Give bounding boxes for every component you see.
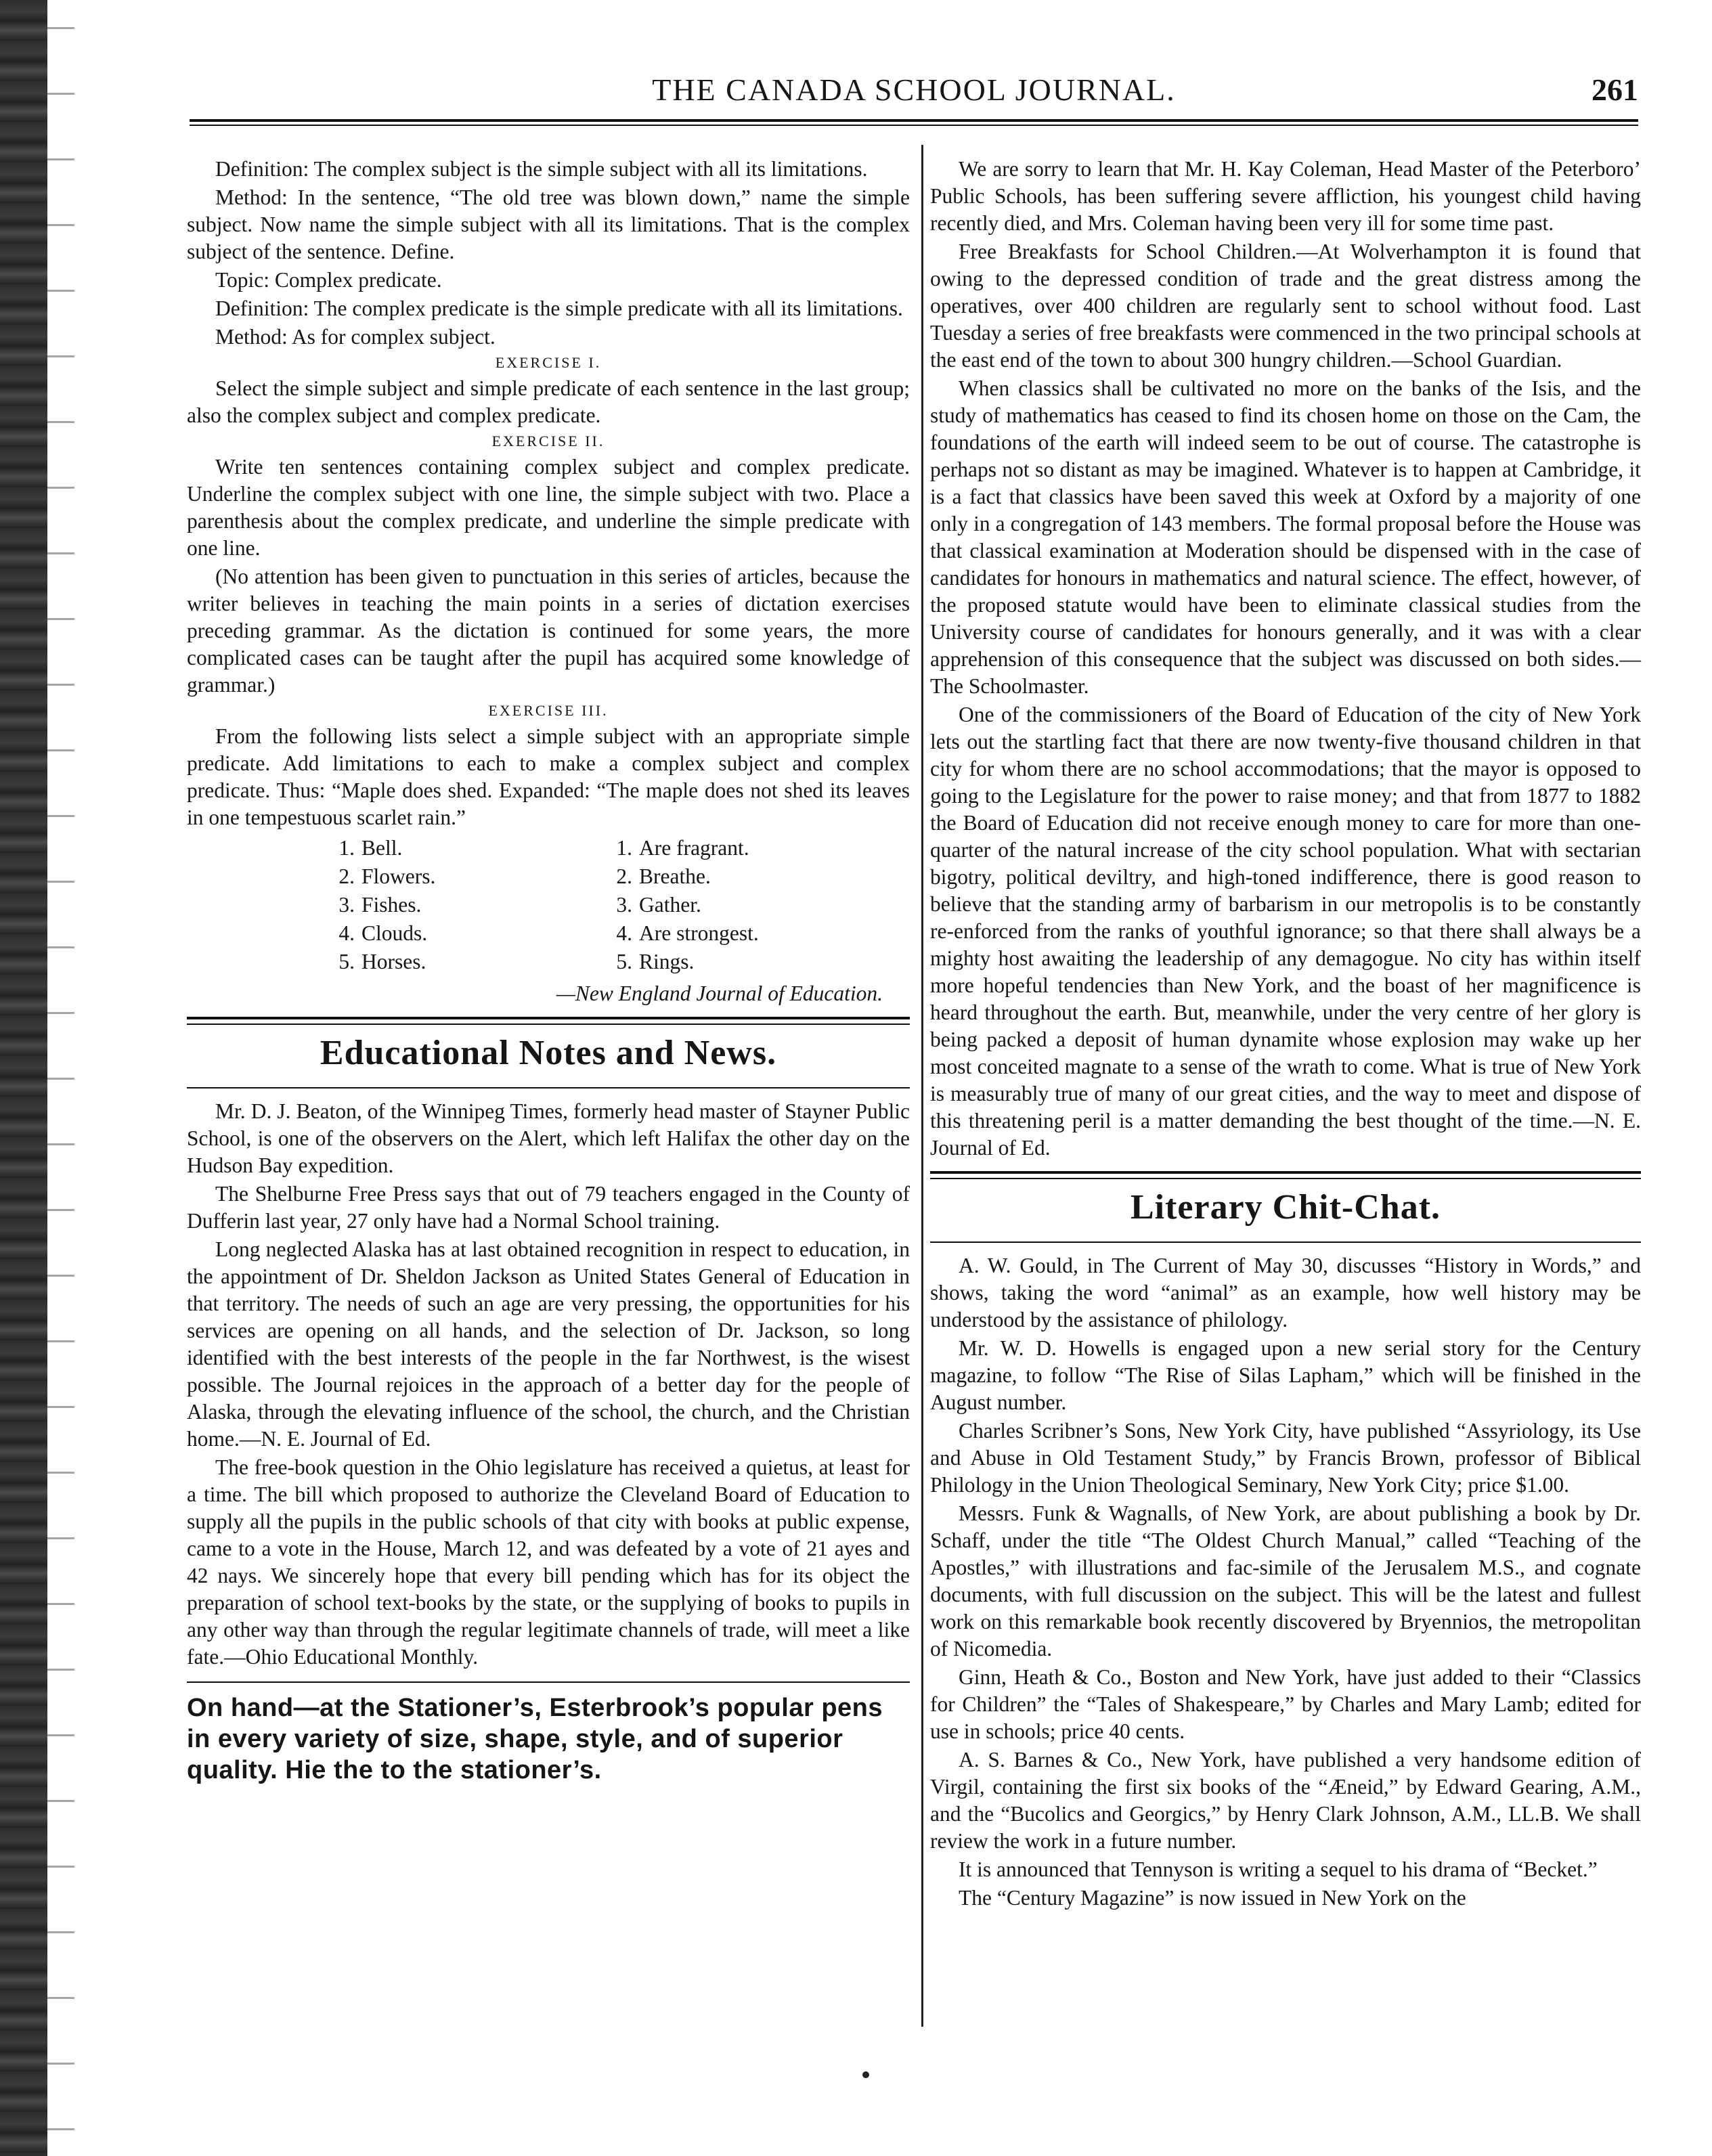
punctuation-note: (No attention has been given to punctuation in this series of articles, because the writer believes in teaching the main points in a series of dictation exercises preceding grammar. As the dictation is continued for some years, the more complicated cases can be taught after the pupil has acquired some knowledge of grammar.) (187, 565, 910, 697)
section-rule (930, 1241, 1641, 1244)
news-item-new-york: One of the commissioners of the Board of Education of the city of New York lets out the startling fact that there are now twenty-five thousand children in that city for whom there are no school accommodations; that the mayor is opposed to going to the Legislature for the power to raise money; and that from 1877 to 1882 the Board of Education did not receive enough money to care for more than one-quarter of the natural increase of the city school population. What with sectarian bigotry, political deviltry, and high-toned indifference, there is good reason to believe that the standing army of barbarism in our metropolis is to be constantly re-enforced from the ranks of youthful ignorance; so that there shall always be a mighty host awaiting the leadership of any demagogue. No city has within itself more hopeful tendencies than New York, and the boast of her magnificence is heard throughout the earth. But, meanwhile, under the very centre of her glory is being packed a deposit of human dynamite whose explosion may wake up her most conceited magnate to a sense of the wrath to come. What is true of New York is measurably true of many of our great cities, and the way to meet and dispose of this threatening peril is a matter demanding the best thought of the time.—N. E. Journal of Ed. (930, 703, 1641, 1160)
literary-item-funk-wagnalls: Messrs. Funk & Wagnalls, of New York, are about publishing a book by Dr. Schaff, under the title “The Oldest Church Manual,” called “Teaching of the Apostles,” with illustrations and fac-simile of the Jerusalem M.S., and cognate documents, with full discussion on the subject. This will be the latest and fullest work on this remarkable book recently discovered by Bryennios, the metropolitan of Nicomedia. (930, 1501, 1641, 1660)
list-item: 2. Breathe. (616, 864, 711, 888)
section-rule (930, 1171, 1641, 1179)
news-item-ohio: The free-book question in the Ohio legislature has received a quietus, at least for a time. The bill which proposed to authorize the Cleveland Board of Education to supply all the pupils in the public schools of that city with books at public expense, came to a vote in the House, March 12, and was defeated by a vote of 21 ayes and 42 nays. We sincerely hope that every bill pending which has for its object the preparation of school text-books by the state, or the supplying of books to pupils in any other way than through the regular legitimate channels of trade, will meet a like fate.—Ohio Educational Monthly. (187, 1455, 910, 1669)
news-item-shelburne: The Shelburne Free Press says that out of 79 teachers engaged in the County of Dufferin last year, 27 only have had a Normal School training. (187, 1182, 910, 1233)
literary-item-gould: A. W. Gould, in The Current of May 30, discusses “History in Words,” and shows, taking the word “animal” as an example, how well history may be understood by the assistance of philology. (930, 1254, 1641, 1332)
exercise-1-text: Select the simple subject and simple predicate of each sentence in the last group; also the complex subject and complex predicate. (187, 376, 910, 427)
method-complex-subject: Method: In the sentence, “The old tree was blown down,” name the simple subject. Now name the simple subject with all its limitations. That is the complex subject of the sentence. Define. (187, 185, 910, 263)
right-column (930, 156, 1641, 1912)
literary-item-barnes: A. S. Barnes & Co., New York, have published a very handsome edition of Virgil, containing the first six books of the “Æneid,” by Edward Gearing, A.M., and the “Bucolics and Georgics,” by Henry Clark Johnson, A.M., LL.B. We shall review the work in a future number. (930, 1748, 1641, 1853)
section-rule (187, 1681, 910, 1684)
section-rule (187, 1087, 910, 1090)
attribution-nej-education: —New England Journal of Education. (556, 982, 883, 1005)
exercise-2-heading: EXERCISE II. (491, 433, 605, 449)
literary-item-ginn-heath: Ginn, Heath & Co., Boston and New York, have just added to their “Classics for Children” the “Tales of Shakespeare,” by Charles and Mary Lamb; edited for use in schools; price 40 cents. (930, 1665, 1641, 1743)
exercise-1-heading: EXERCISE I. (495, 354, 602, 371)
exercise-3-heading: EXERCISE III. (488, 702, 609, 719)
binding-gutter (47, 0, 74, 2156)
esterbrook-advertisement: On hand—at the Stationer’s, Esterbrook’s popular pens in every variety of size, shape, style, and of superior quality. Hie the to the stationer’s. (187, 1694, 883, 1784)
news-item-coleman: We are sorry to learn that Mr. H. Kay Coleman, Head Master of the Peterboro’ Public Schools, has been suffering severe affliction, his youngest child having recently died, and Mrs. Coleman having been very ill for some time past. (930, 157, 1641, 235)
literary-item-scribner: Charles Scribner’s Sons, New York City, have published “Assyriology, its Use and Abuse in Old Testament Study,” by Francis Brown, professor of Biblical Philology in the Union Theological Seminary, New York City; price $1.00. (930, 1419, 1641, 1497)
list-item: 3. Gather. (616, 893, 701, 917)
page-header (190, 68, 1638, 115)
list-item: 1. Are fragrant. (616, 836, 749, 860)
list-item: 2. Flowers. (338, 864, 436, 888)
subject-list (322, 834, 600, 976)
definition-complex-subject: Definition: The complex subject is the simple subject with all its limitations. (215, 157, 868, 181)
definition-complex-predicate: Definition: The complex predicate is the simple predicate with all its limitations. (215, 296, 903, 320)
news-item-beaton: Mr. D. J. Beaton, of the Winnipeg Times, formerly head master of Stayner Public School, is one of the observers on the Alert, which left Halifax the other day on the Hudson Bay expedition. (187, 1099, 910, 1177)
list-item: 5. Horses. (338, 950, 426, 973)
column-divider (921, 145, 923, 2027)
method-complex-predicate: Method: As for complex subject. (215, 325, 496, 349)
predicate-list (600, 834, 759, 976)
literary-item-century: The “Century Magazine” is now issued in New York on the (959, 1886, 1466, 1910)
literary-item-tennyson: It is announced that Tennyson is writing a sequel to his drama of “Becket.” (959, 1857, 1598, 1881)
news-section-heading: Educational Notes and News. (320, 1034, 777, 1072)
news-item-classics: When classics shall be cultivated no more on the banks of the Isis, and the study of mathematics has ceased to find its chosen home on those on the Cam, the foundations of the earth will indeed seem to be out of course. The catastrophe is perhaps not so distant as may be imagined. Whatever is to happen at Cambridge, it is a fact that classics have been saved this week at Oxford by a majority of one only in a congregation of 143 members. The formal proposal before the House was that classical examination at Moderation should be dispensed with in the case of candidates for honours in mathematics and natural science. The effect, however, of the proposed statute would have been to eliminate classical studies from the University course of candidates for honours generally, and it was with a clear apprehension of this consequence that the subject was discussed on both sides.—The Schoolmaster. (930, 376, 1641, 698)
list-item: 5. Rings. (616, 950, 695, 973)
list-item: 4. Clouds. (338, 921, 428, 945)
news-item-alaska: Long neglected Alaska has at last obtained recognition in respect to education, in the appointment of Dr. Sheldon Jackson as United States General of Education in that territory. The needs of such an age are very pressing, the opportunities for his services are opening on all hands, and the selection of Dr. Jackson, so long identified with the best interests of the people in the far Northwest, is the wisest possible. The Journal rejoices in the approach of a better day for the people of Alaska, through the elevating influence of the school, the church, and the Christian home.—N. E. Journal of Ed. (187, 1237, 910, 1451)
exercise-3-text: From the following lists select a simple subject with an appropriate simple predicate. Add limitations to each to make a complex subject and complex predicate. Thus: “Maple does shed. Expanded: “The maple does not shed its leaves in one tempestuous scarlet rain.” (187, 724, 910, 829)
news-item-free-breakfasts: Free Breakfasts for School Children.—At Wolverhampton it is found that owing to the depressed condition of trade and the great distress among the operatives, over 400 children are regularly sent to school without food. Last Tuesday a series of free breakfasts were commenced in the two principal schools at the east end of the town to about 300 hungry children.—School Guardian. (930, 240, 1641, 372)
journal-title: THE CANADA SCHOOL JOURNAL. (652, 72, 1176, 107)
literary-section-heading: Literary Chit-Chat. (1130, 1188, 1441, 1227)
literary-item-howells: Mr. W. D. Howells is engaged upon a new serial story for the Century magazine, to follow “The Rise of Silas Lapham,” which will be finished in the August number. (930, 1336, 1641, 1414)
word-lists (187, 834, 910, 976)
section-rule (187, 1017, 910, 1025)
list-item: 3. Fishes. (338, 893, 422, 917)
header-rule (190, 119, 1638, 126)
exercise-2-text: Write ten sentences containing complex subject and complex predicate. Underline the complex subject with one line, the simple subject with two. Place a parenthesis about the complex predicate, and underline the simple predicate with one line. (187, 455, 910, 560)
topic-complex-predicate: Topic: Complex predicate. (215, 268, 442, 292)
left-column (187, 156, 910, 1786)
page-number: 261 (1592, 72, 1638, 107)
binding-edge-scan-shadow (0, 0, 47, 2156)
list-item: 1. Bell. (338, 836, 403, 860)
print-speck (862, 2071, 869, 2078)
list-item: 4. Are strongest. (616, 921, 759, 945)
